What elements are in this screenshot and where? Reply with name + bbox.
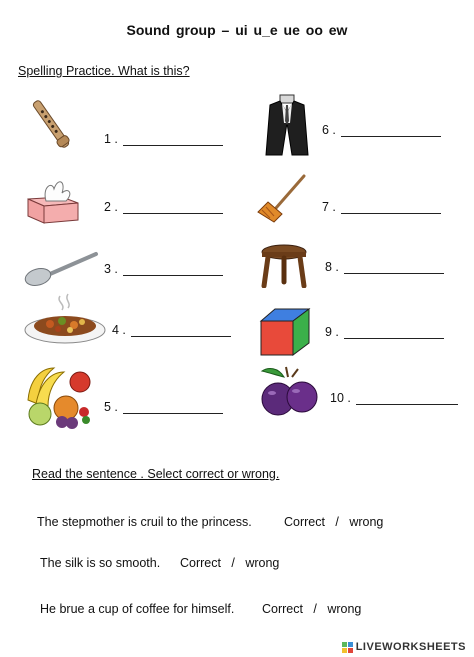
wrong-option-3[interactable]: wrong — [327, 602, 362, 616]
answer-blank-9[interactable] — [344, 338, 444, 339]
choice-separator-2: / — [231, 556, 235, 570]
correct-option-2[interactable]: Correct — [180, 556, 221, 570]
liveworksheets-logo-icon — [342, 642, 353, 653]
choice-group-2 — [180, 556, 279, 570]
answer-blank-4[interactable] — [131, 336, 231, 337]
suit-icon — [262, 93, 312, 159]
spoon-icon — [22, 250, 100, 290]
wrong-option-2[interactable]: wrong — [245, 556, 280, 570]
item-number-1: 1 . — [104, 132, 118, 146]
sentence-1: The stepmother is cruil to the princess. — [37, 515, 252, 529]
answer-blank-2[interactable] — [123, 213, 223, 214]
choice-separator-3: / — [313, 602, 317, 616]
item-number-10: 10 . — [330, 391, 351, 405]
item-number-8: 8 . — [325, 260, 339, 274]
fruit-bowl-icon — [22, 364, 94, 430]
sentence-2: The silk is so smooth. — [40, 556, 161, 570]
choice-separator-1: / — [335, 515, 339, 529]
recorder-flute-icon — [30, 95, 72, 153]
wrong-option-1[interactable]: wrong — [349, 515, 384, 529]
liveworksheets-footer — [342, 641, 466, 653]
correct-option-3[interactable]: Correct — [262, 602, 303, 616]
answer-blank-8[interactable] — [344, 273, 444, 274]
choice-group-1 — [284, 515, 383, 529]
answer-blank-5[interactable] — [123, 413, 223, 414]
item-number-6: 6 . — [322, 123, 336, 137]
item-number-3: 3 . — [104, 262, 118, 276]
item-number-9: 9 . — [325, 325, 339, 339]
choice-group-3 — [262, 602, 361, 616]
plum-icon — [258, 363, 322, 419]
brand-name: LIVEWORKSHEETS — [355, 641, 466, 653]
answer-blank-10[interactable] — [356, 404, 458, 405]
item-number-4: 4 . — [112, 323, 126, 337]
item-number-5: 5 . — [104, 400, 118, 414]
correct-option-1[interactable]: Correct — [284, 515, 325, 529]
answer-blank-6[interactable] — [341, 136, 441, 137]
stew-dish-icon — [22, 292, 108, 346]
sentence-3: He brue a cup of coffee for himself. — [40, 602, 235, 616]
worksheet-title: Sound group – ui u_e ue oo ew — [126, 22, 348, 38]
tissue-box-icon — [24, 175, 82, 225]
item-number-2: 2 . — [104, 200, 118, 214]
answer-blank-1[interactable] — [123, 145, 223, 146]
answer-blank-7[interactable] — [341, 213, 441, 214]
answer-blank-3[interactable] — [123, 275, 223, 276]
stool-icon — [258, 244, 310, 288]
read-sentence-heading: Read the sentence . Select correct or wrong. — [32, 467, 280, 481]
broom-icon — [256, 172, 308, 224]
cube-icon — [257, 305, 313, 359]
item-number-7: 7 . — [322, 200, 336, 214]
spelling-practice-heading: Spelling Practice. What is this? — [18, 64, 190, 78]
